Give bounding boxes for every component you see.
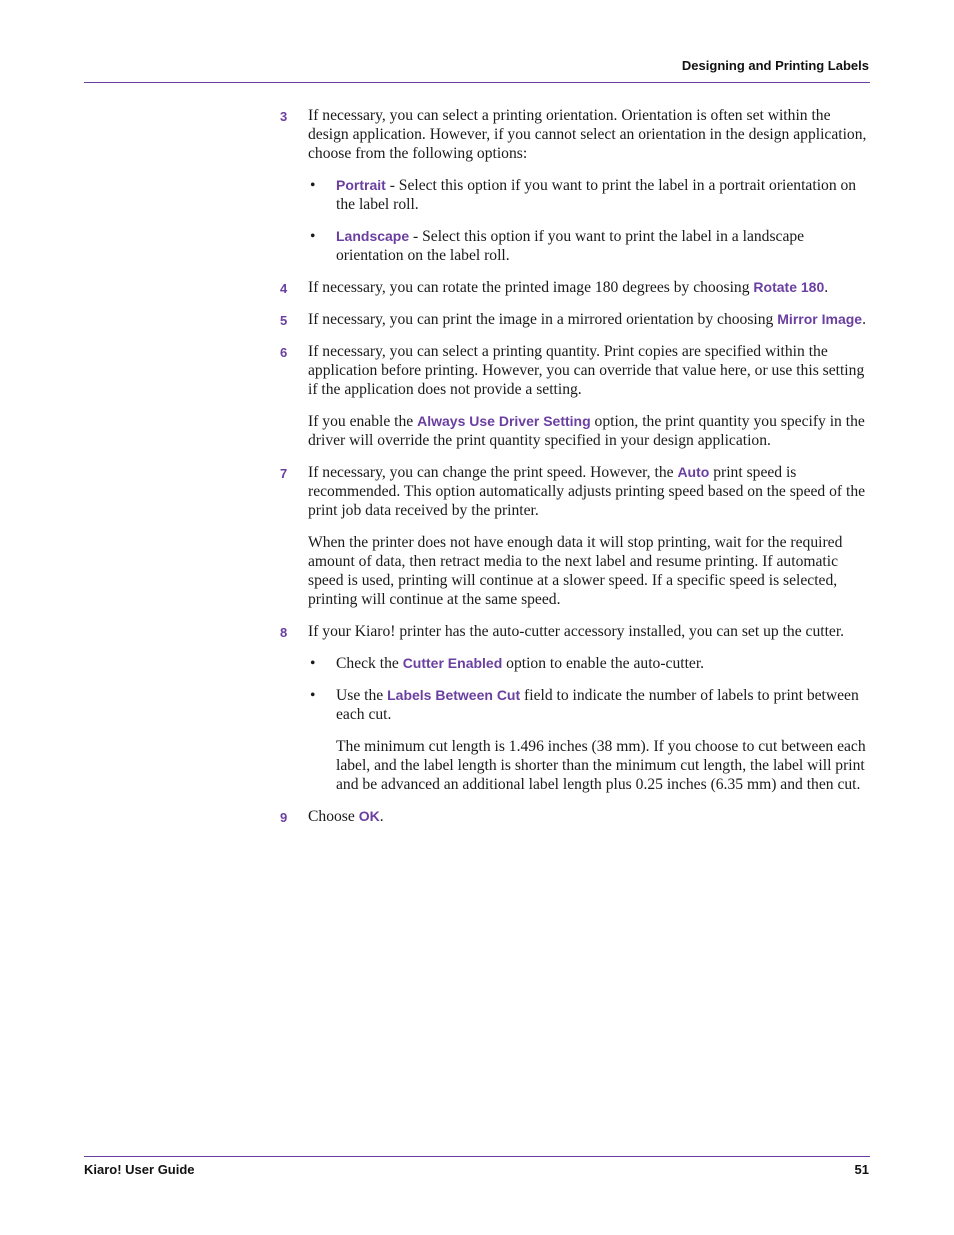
step-text-end: .: [862, 311, 866, 328]
list-item-cutter-enabled: [308, 654, 870, 673]
list-item-labels-between-cut: [308, 686, 870, 794]
page-content: [280, 106, 870, 839]
step-text: If necessary, you can print the image in a mirrored orientation by choosing: [308, 311, 778, 328]
step-6: [280, 342, 870, 450]
bullet-text: Use the: [336, 687, 388, 704]
step-text: If necessary, you can change the print speed. However, the: [308, 464, 678, 481]
option-name-landscape: Landscape: [336, 228, 410, 244]
option-name-mirror-image: Mirror Image: [777, 311, 863, 327]
note-text: When the printer does not have enough data it will stop printing, wait for the required amount of data, then retract media to the next label and resume printing. If automatic speed is used, printing will continue at a slower speed. If a specific speed is selected, printing will continue at the same speed.: [308, 534, 843, 608]
step-text: If necessary, you can select a printing orientation. Orientation is often set within the design application. However, if you cannot select an orientation in the design application, choose from the following options:: [308, 107, 867, 162]
option-name-rotate-180: Rotate 180: [753, 279, 825, 295]
bullet-icon: •: [310, 687, 316, 704]
step-4: [280, 278, 870, 297]
bullet-text-end: field to indicate the number of labels to print between each cut.: [336, 687, 859, 723]
option-description: - Select this option if you want to print the label in a portrait orientation on the label roll.: [336, 177, 857, 213]
step-text: If necessary, you can select a printing quantity. Print copies are specified within the application before printing. However, you can override that value here, or use this setting if the application does not provide a setting.: [308, 343, 865, 398]
cutter-options-list: [308, 654, 870, 794]
note-text: The minimum cut length is 1.496 inches (38 mm). If you choose to cut between each label, and the label length is shorter than the minimum cut length, the label will print and be advanced an additional label length plus 0.25 inches (6.35 mm) and then cut.: [336, 738, 866, 793]
footer-rule: [84, 1156, 870, 1157]
note-text: If you enable the: [308, 413, 418, 430]
bullet-icon: •: [310, 177, 316, 194]
orientation-options-list: [308, 176, 870, 265]
step-text-end: .: [824, 279, 829, 296]
step-3: [280, 106, 870, 265]
step-number: 3: [280, 109, 288, 124]
bullet-text-end: option to enable the auto-cutter.: [502, 655, 705, 672]
option-name-ok: OK: [358, 808, 380, 824]
footer-guide-name: Kiaro! User Guide: [84, 1162, 195, 1177]
step-text: Choose: [308, 808, 359, 825]
header-rule: [84, 82, 870, 83]
option-name-auto: Auto: [677, 464, 710, 480]
step-8: [280, 622, 870, 794]
option-name-always-use-driver-setting: Always Use Driver Setting: [417, 413, 591, 429]
step-text-end: .: [379, 808, 384, 825]
list-item-portrait: [308, 176, 870, 214]
step-number: 7: [280, 466, 288, 481]
step-7: [280, 463, 870, 609]
step-number: 4: [280, 281, 288, 296]
step-text-end: print speed is recommended. This option automatically adjusts printing speed based on the speed of the print job data received by the printer.: [308, 464, 866, 519]
bullet-icon: •: [310, 655, 316, 672]
step-9: [280, 807, 870, 826]
list-item-landscape: [308, 227, 870, 265]
option-name-cutter-enabled: Cutter Enabled: [402, 655, 503, 671]
option-name-labels-between-cut: Labels Between Cut: [387, 687, 521, 703]
option-name-portrait: Portrait: [336, 177, 386, 193]
step-text: If necessary, you can rotate the printed image 180 degrees by choosing: [308, 279, 754, 296]
bullet-icon: •: [310, 228, 316, 245]
option-description: - Select this option if you want to print the label in a landscape orientation on the label roll.: [336, 228, 805, 264]
step-number: 5: [280, 313, 288, 328]
step-5: [280, 310, 870, 329]
bullet-text: Check the: [336, 655, 403, 672]
step-number: 9: [280, 810, 288, 825]
note-text-end: option, the print quantity you specify in the driver will override the print quantity specified in your design application.: [308, 413, 865, 449]
page-number: 51: [854, 1162, 869, 1177]
running-header-title: Designing and Printing Labels: [681, 58, 869, 73]
step-number: 8: [280, 625, 288, 640]
step-text: If your Kiaro! printer has the auto-cutter accessory installed, you can set up the cutter.: [308, 623, 845, 640]
step-number: 6: [280, 345, 288, 360]
